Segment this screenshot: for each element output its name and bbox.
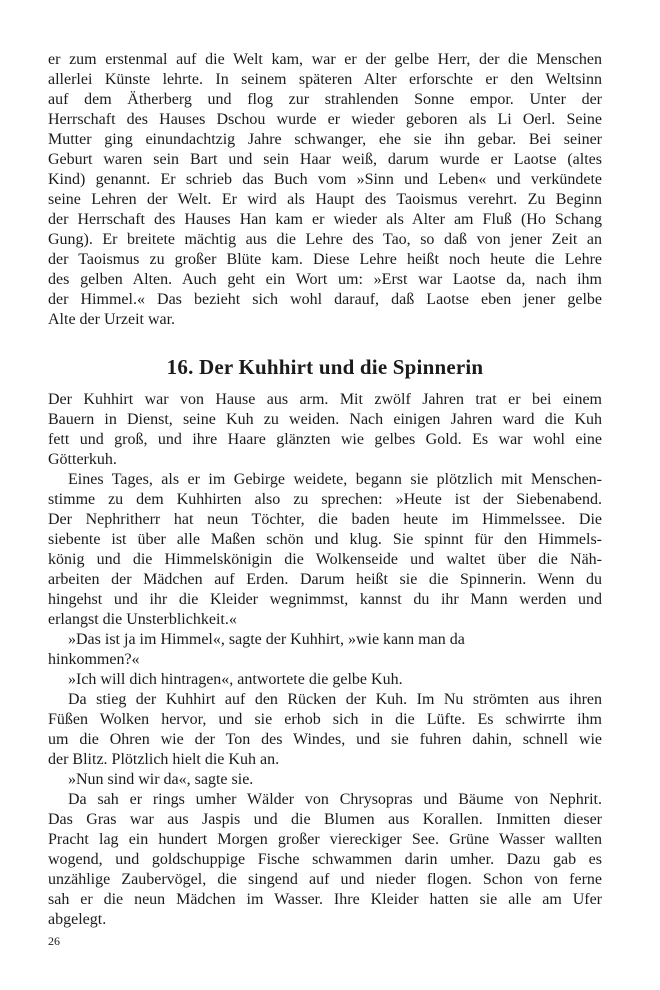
- text-line: stimme zu dem Kuhhirten also zu sprechen: »Heute ist der Siebenabend.: [48, 491, 602, 508]
- text-line: um die Ohren wie der Ton des Windes, und sie fuhren dahin, schnell wie: [48, 731, 602, 748]
- text-line: Mutter ging einundachtzig Jahre schwanger, ehe sie ihn gebar. Bei seiner: [48, 131, 602, 148]
- text-line: erlangst die Unsterblichkeit.«: [48, 611, 237, 628]
- text-line: Füßen Wolken hervor, und sie erhob sich in die Lüfte. Es schwirrte ihm: [48, 711, 602, 728]
- text-line: hingehst und ihr die Kleider wegnimmst, kannst du ihr Mann werden und: [48, 591, 602, 608]
- text-line: arbeiten der Mädchen auf Erden. Darum heißt sie die Spinnerin. Wenn du: [48, 571, 602, 588]
- text-line: siebente ist über alle Maßen schön und klug. Sie spinnt für den Himmels-: [48, 531, 602, 548]
- text-line: Der Kuhhirt war von Hause aus arm. Mit zwölf Jahren trat er bei einem: [48, 391, 602, 408]
- text-line: unzählige Zaubervögel, die singend auf und nieder flogen. Schon von ferne: [48, 871, 602, 888]
- text-line: des gelben Alten. Auch geht ein Wort um: »Erst war Laotse da, nach ihm: [48, 271, 602, 288]
- text-line: Kind) genannt. Er schrieb das Buch vom »Sinn und Leben« und verkündete: [48, 171, 602, 188]
- text-line: seine Lehren der Welt. Er wird als Haupt des Taoismus verehrt. Zu Beginn: [48, 191, 602, 208]
- text-line: »Nun sind wir da«, sagte sie.: [68, 771, 254, 788]
- text-line: Pracht lag ein hundert Morgen großer viereckiger See. Grüne Wasser wallten: [48, 831, 602, 848]
- text-block: [48, 50, 602, 948]
- text-line: Eines Tages, als er im Gebirge weidete, begann sie plötzlich mit Menschen-: [68, 471, 602, 488]
- text-line: er zum erstenmal auf die Welt kam, war er der gelbe Herr, der die Menschen: [48, 51, 602, 68]
- text-line: Da sah er rings umher Wälder von Chrysopras und Bäume von Nephrit.: [68, 791, 602, 808]
- text-line: hinkommen?«: [48, 651, 140, 668]
- text-line: Alte der Urzeit war.: [48, 311, 176, 328]
- text-line: Der Nephritherr hat neun Töchter, die baden heute im Himmelssee. Die: [48, 511, 602, 528]
- text-line: Bauern in Dienst, seine Kuh zu weiden. Nach einigen Jahren ward die Kuh: [48, 411, 602, 428]
- text-line: der Blitz. Plötzlich hielt die Kuh an.: [48, 751, 280, 768]
- page-number: 26: [48, 934, 60, 948]
- text-line: abgelegt.: [48, 911, 107, 928]
- text-line: Götterkuh.: [48, 451, 117, 468]
- text-line: Das Gras war aus Jaspis und die Blumen aus Korallen. Inmitten dieser: [48, 811, 602, 828]
- text-line: könig und die Himmelskönigin die Wolkenseide und waltet über die Näh-: [48, 551, 602, 568]
- text-line: wogend, und goldschuppige Fische schwammen darin umher. Dazu gab es: [48, 851, 602, 868]
- text-line: der Taoismus zu großer Blüte kam. Diese Lehre heißt noch heute die Lehre: [48, 251, 602, 268]
- text-line: allerlei Künste lehrte. In seinem späteren Alter erforschte er den Weltsinn: [48, 71, 602, 88]
- intro-paragraph: [48, 50, 602, 330]
- text-line: der Himmel.« Das bezieht sich wohl darauf, daß Laotse eben jener gelbe: [48, 291, 602, 308]
- text-line: sah er die neun Mädchen im Wasser. Ihre Kleider hatten sie alle am Ufer: [48, 891, 602, 908]
- text-line: Geburt waren sein Bart und sein Haar weiß, darum wurde er Laotse (altes: [48, 151, 602, 168]
- text-line: auf dem Ätherberg und flog zur strahlenden Sonne empor. Unter der: [48, 91, 602, 108]
- chapter-heading: 16. Der Kuhhirt und die Spinnerin: [166, 355, 484, 379]
- text-line: der Herrschaft des Hauses Han kam er wieder als Alter am Fluß (Ho Schang: [48, 211, 602, 228]
- text-line: Gung). Er breitete mächtig aus die Lehre des Tao, so daß von jener Zeit an: [48, 231, 602, 248]
- text-line: fett und groß, und ihre Haare glänzten wie gelbes Gold. Es war wohl eine: [48, 431, 602, 448]
- text-line: Da stieg der Kuhhirt auf den Rücken der Kuh. Im Nu strömten aus ihren: [68, 691, 602, 708]
- story-paragraphs: [48, 390, 602, 930]
- text-line: Herrschaft des Hauses Dschou wurde er wieder geboren als Li Oerl. Seine: [48, 111, 602, 128]
- text-line: »Ich will dich hintragen«, antwortete die gelbe Kuh.: [68, 671, 403, 688]
- text-line: »Das ist ja im Himmel«, sagte der Kuhhirt, »wie kann man da: [68, 631, 465, 648]
